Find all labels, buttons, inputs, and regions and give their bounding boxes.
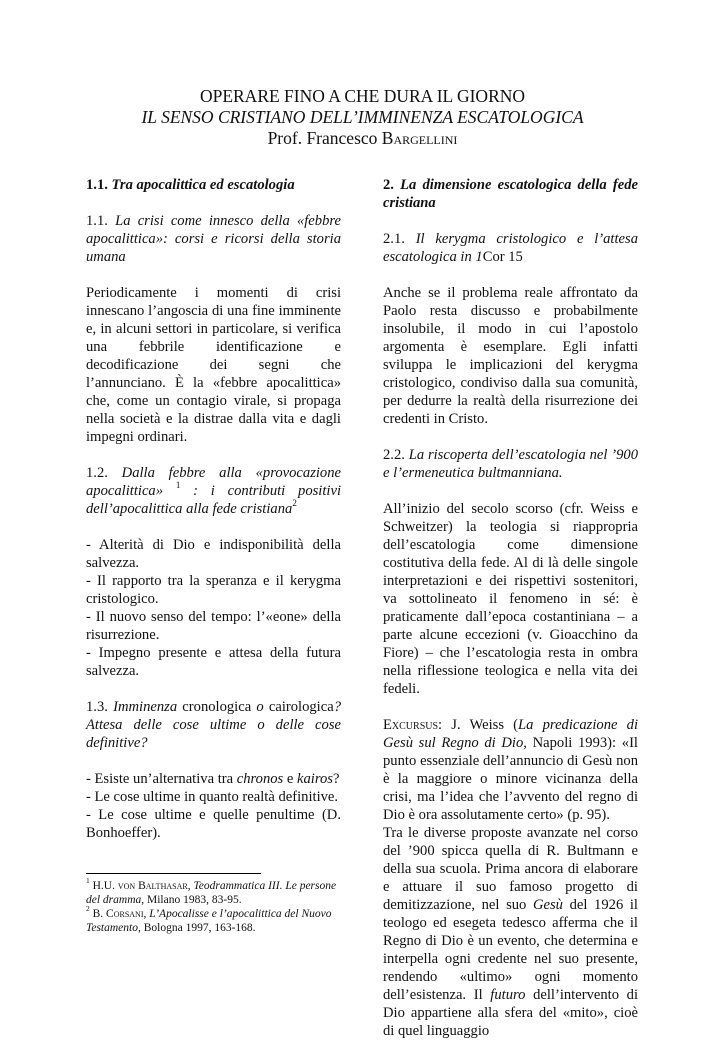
text-part: ? (332, 771, 340, 787)
footnote-author: Corsani (106, 908, 144, 920)
footnotes (86, 876, 341, 935)
section-heading-1-1 (86, 176, 341, 194)
subsection-number: 1.1. (86, 213, 116, 229)
title-part: ? Attesa delle cose ultime o delle cose definitive? (86, 699, 341, 751)
subsection-heading-2-1 (383, 230, 638, 266)
document-header (0, 86, 725, 149)
body-paragraph (383, 824, 638, 1040)
text-part: , Milano 1983, 83-95. (141, 894, 242, 906)
document-subtitle: IL SENSO CRISTIANO DELL’IMMINENZA ESCATOLOGICA (141, 107, 584, 127)
text-part: H.U. (89, 880, 118, 892)
text-part: Tra le diverse proposte avanzate nel corso del ’900 spicca quella di R. Bultmann e della sua scuola. Prima ancora di elaborare e attuare il suo famoso progetto di demitizzazione, nel suo (383, 825, 638, 913)
list-item: - Il nuovo senso del tempo: l’«eone» della risurrezione. (86, 609, 341, 643)
body-paragraph: Periodicamente i momenti di crisi innescano l’angoscia di una fine imminente e, in alcuni settori in particolare, si verifica una febbrile identificazione e decodificazione dei segni che l’annunciano. È la «febbre apocalittica» che, come un contagio virale, si propaga nella società e la distrae dalla vita e dagli impegni ordinari. (86, 285, 341, 445)
list-item: - Il rapporto tra la speranza e il kerygma cristologico. (86, 573, 341, 607)
footnote-number: 2 (86, 904, 90, 914)
footnote-number: 1 (86, 876, 90, 886)
footnote-ref[interactable]: 2 (292, 498, 297, 509)
excursus-paragraph (383, 716, 638, 824)
section-heading-2 (383, 176, 638, 212)
text-part: e (283, 771, 298, 787)
subsection-heading-2-2 (383, 446, 638, 482)
list-item: - Alterità di Dio e indisponibilità della salvezza. (86, 537, 341, 571)
document-title: OPERARE FINO A CHE DURA IL GIORNO (199, 86, 526, 106)
subsection-number: 1.2. (86, 465, 122, 481)
list-item: - Le cose ultime e quelle penultime (D. Bonhoeffer). (86, 807, 341, 841)
list-item: - Impegno presente e attesa della futura salvezza. (86, 645, 341, 679)
text-part: , Napoli 1993): «Il punto essenziale dell’annuncio di Gesù non è la maggiore o minore vicinanza della crisi, ma l’idea che l’avvento del regno di Dio è ora assolutamente certo» (p. 95). (383, 735, 638, 823)
title-part: cairologica (263, 699, 334, 715)
list-item (86, 770, 341, 788)
footnote-work: L’Apocalisse e l’apocalittica del Nuovo Testamento (86, 908, 332, 934)
text-part: B. (89, 908, 107, 920)
text-part: dell’intervento di Dio appartiene alla sfera del «mito», cioè di quel linguaggio (383, 987, 639, 1039)
cited-work: La predicazione di Gesù sul Regno di Dio (383, 717, 639, 751)
body-paragraph: Anche se il problema reale affrontato da Paolo resta discusso e probabilmente insolubile, il modo in cui l’apostolo argomenta è esemplare. Egli infatti sviluppa le implicazioni del kerygma cristologico, condiviso dalla sua comunità, per dedurre la realtà della risurrezione dei credenti in Cristo. (383, 285, 638, 427)
subsection-number: 2.1. (383, 231, 416, 247)
subsection-number: 1.3. (86, 699, 114, 715)
subsection-ref: Cor 15 (482, 249, 523, 265)
text-part: - Esiste un’alternativa tra (86, 771, 237, 787)
subsection-heading-1-1 (86, 212, 341, 266)
left-column (86, 176, 341, 842)
footnote-ref[interactable]: 1 (175, 480, 181, 491)
text-part: kairos (297, 771, 333, 787)
footnote: $^2$ B. Corsani, L’Apocalisse e l’apocalittica del Nuovo Testamento, Bologna 1997, 163-168. (86, 904, 332, 934)
text-part: chronos (236, 771, 284, 787)
subsection-heading-1-3 (86, 698, 341, 752)
subsection-title: Il kerygma cristologico e l’attesa escatologica in 1 (383, 231, 638, 265)
subsection-title-part: Dalla febbre alla «provocazione apocalittica» (86, 465, 341, 499)
excursus-label: Excursus (383, 717, 439, 733)
footnote: $^1$ H.U. von Balthasar, Teodrammatica III. Le persone del dramma, Milano 1983, 83-95. (86, 876, 337, 906)
footnote-work: Teodrammatica III. Le persone del dramma (86, 880, 337, 906)
body-paragraph: All’inizio del secolo scorso (cfr. Weiss e Schweitzer) la teologia si riappropria dell’escatologia come dimensione costitutiva della fede. Al di là delle singole interpretazioni e dei rispettivi sostenitori, va sottolineato il fenomeno in sé: è praticamente dall’epoca costantiniana – a parte alcune eccezioni (v. Gioacchino da Fiore) – che l’escatologia resta in ombra nella riflessione teologica e nella vita dei fedeli. (383, 501, 638, 697)
section-title: La dimensione escatologica della fede cristiana (383, 177, 639, 211)
text-part: del 1926 il teologo ed esegeta tedesco afferma che il Regno di Dio è un evento, che determina e interpella ogni credente nel suo presente, rendendo «ultimo» ogni momento dell’esistenza. Il (383, 897, 638, 1003)
subsection-title-part: : i contributi positivi dell’apocalittica alla fede cristiana (86, 483, 341, 517)
point-list (86, 536, 341, 680)
list-item: - Le cose ultime in quanto realtà definitive. (86, 789, 339, 805)
title-part: cronologica (177, 699, 257, 715)
section-number: 2. (383, 177, 401, 193)
author-prefix: Prof. Francesco (267, 128, 382, 148)
right-column (383, 176, 638, 1040)
document-author (0, 128, 725, 149)
text-part: : J. Weiss ( (438, 717, 519, 733)
section-title: Tra apocalittica ed escatologia (111, 177, 295, 193)
subsection-number: 2.2. (383, 447, 409, 463)
section-number: 1.1. (86, 177, 112, 193)
title-part: o (256, 699, 264, 715)
text-part: Gesù (532, 897, 563, 913)
text-part: , Bologna 1997, 163-168. (137, 922, 256, 934)
title-part: Imminenza (113, 699, 178, 715)
footnote-author: von Balthasar (117, 880, 188, 892)
subsection-title: La crisi come innesco della «febbre apocalittica»: corsi e ricorsi della storia umana (86, 213, 341, 265)
author-surname: Bargellini (381, 128, 458, 148)
footnote-divider (86, 873, 261, 874)
subsection-heading-1-2 (86, 464, 341, 518)
subsection-title: La riscoperta dell’escatologia nel ’900 e l’ermeneutica bultmanniana. (383, 447, 638, 481)
text-part: futuro (490, 987, 526, 1003)
point-list (86, 770, 341, 842)
